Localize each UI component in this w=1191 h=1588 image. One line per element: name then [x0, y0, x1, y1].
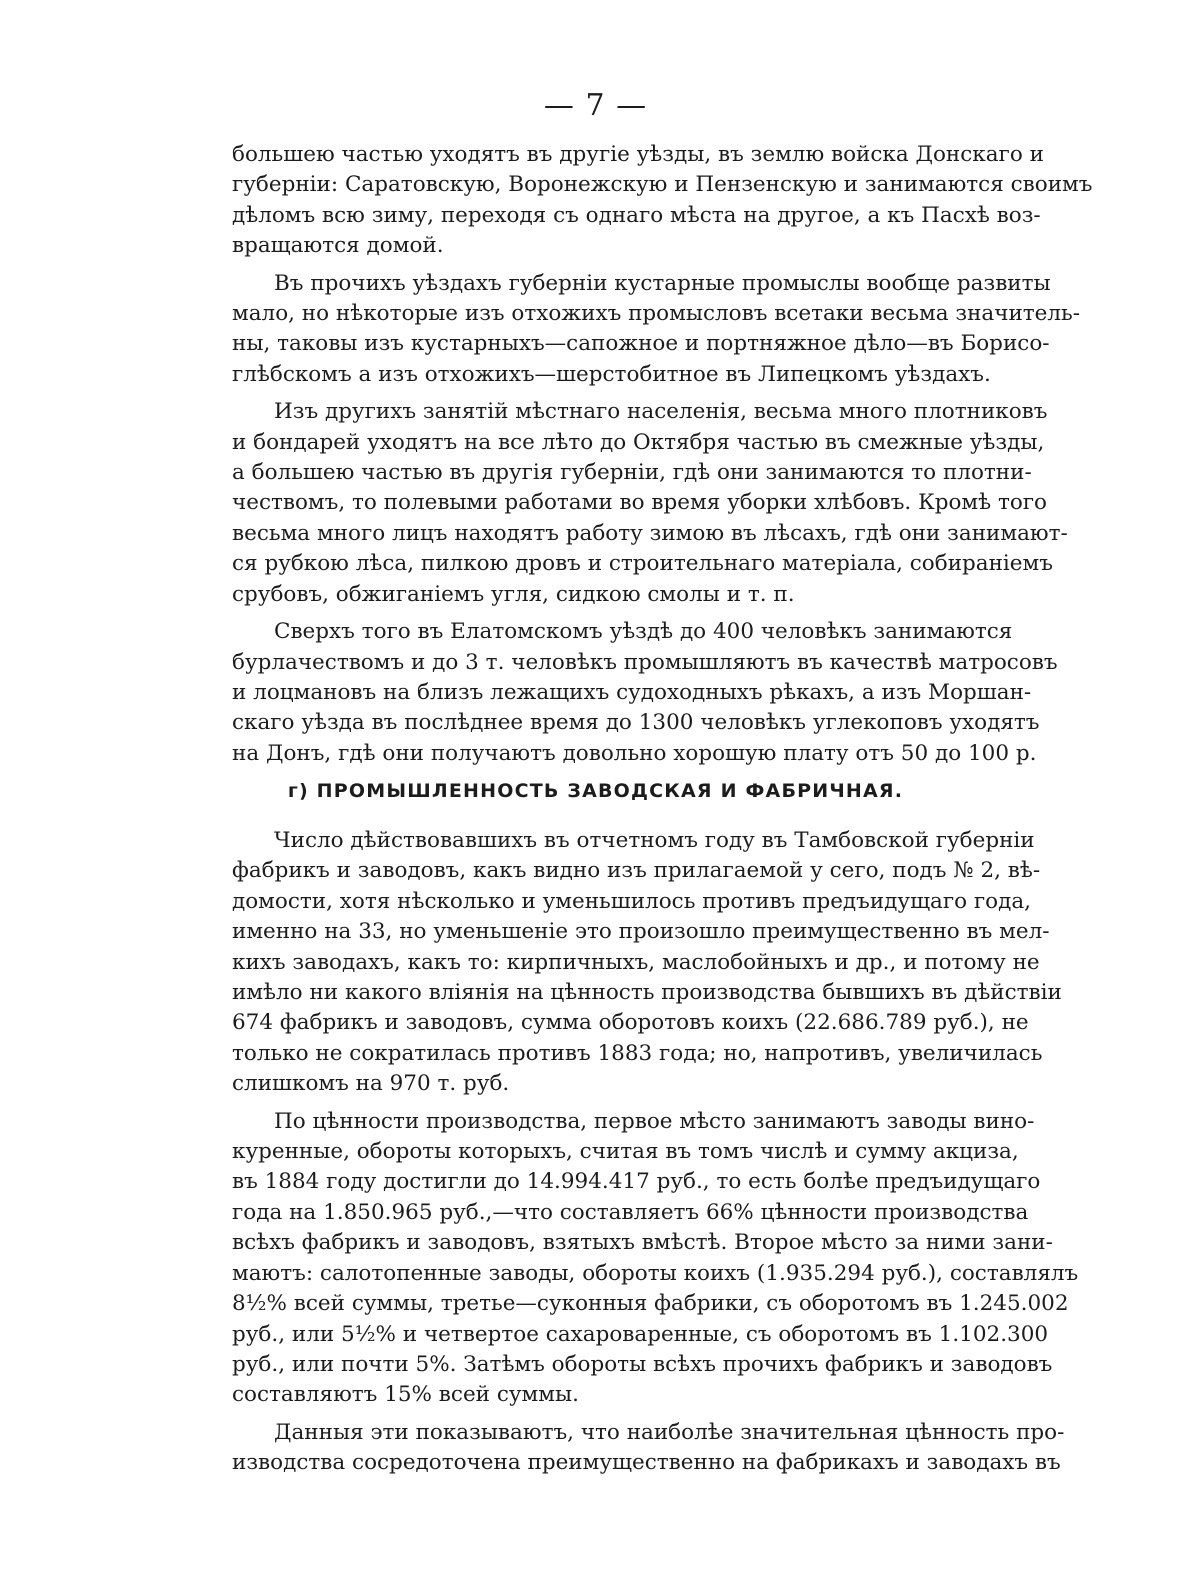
text-line: домости, хотя нѣсколько и уменьшилось противъ предъидущаго года, [232, 888, 1032, 914]
text-line: бурлачествомъ и до 3 т. человѣкъ промышляютъ въ качествѣ матросовъ [232, 649, 1058, 675]
text-line: слишкомъ на 970 т. руб. [232, 1071, 510, 1097]
text-line: срубовъ, обжиганіемъ угля, сидкою смолы и т. п. [232, 581, 795, 607]
text-line: составляютъ 15% всей суммы. [232, 1382, 579, 1408]
text-line: скаго уѣзда въ послѣднее время до 1300 человѣкъ углекоповъ уходятъ [232, 710, 1040, 736]
text-line: года на 1.850.965 руб.,—что составляетъ 66% цѣнности производства [232, 1199, 1029, 1225]
paragraph [232, 1418, 1065, 1479]
text-line: маютъ: салотопенные заводы, обороты коихъ (1.935.294 руб.), составлялъ [232, 1260, 1079, 1286]
text-line: 674 фабрикъ и заводовъ, сумма оборотовъ коихъ (22.686.789 руб.), не [232, 1010, 1029, 1036]
text-line: а большею частью въ другія губерніи, гдѣ они занимаются то плотни- [232, 460, 1032, 486]
text-line: 8½% всей суммы, третье—суконныя фабрики, съ оборотомъ въ 1.245.002 [232, 1291, 1069, 1317]
text-line: только не сократилась противъ 1883 года; но, напротивъ, увеличилась [232, 1040, 1043, 1066]
section-heading: г) ПРОМЫШЛЕННОСТЬ ЗАВОДСКАЯ И ФАБРИЧНАЯ. [287, 780, 904, 802]
text-line: на Донъ, гдѣ они получаютъ довольно хорошую плату отъ 50 до 100 р. [232, 740, 1037, 766]
paragraph [232, 397, 1068, 610]
text-line: Въ прочихъ уѣздахъ губерніи кустарные промыслы вообще развиты [274, 270, 1051, 296]
text-line: ся рубкою лѣса, пилкою дровъ и строительнаго матеріала, собираніемъ [232, 551, 1053, 577]
text-line: Число дѣйствовавшихъ въ отчетномъ году въ Тамбовской губерніи [274, 828, 1035, 853]
text-line: фабрикъ и заводовъ, какъ видно изъ прилагаемой у сего, подъ № 2, вѣ- [232, 858, 1041, 884]
text-line: Данныя эти показываютъ, что наиболѣе значительная цѣнность про- [274, 1419, 1065, 1445]
text-line: и лоцмановъ на близъ лежащихъ судоходныхъ рѣкахъ, а изъ Моршан- [232, 679, 1032, 705]
text-line: кихъ заводахъ, какъ то: кирпичныхъ, маслобойныхъ и др., и потому не [232, 949, 1040, 975]
text-line: Сверхъ того въ Елатомскомъ уѣздѣ до 400 человѣкъ занимаются [274, 619, 1013, 645]
paragraph [232, 617, 1058, 769]
text-line: ны, таковы изъ кустарныхъ—сапожное и портняжное дѣло—въ Борисо- [232, 331, 1050, 357]
text-line: руб., или 5½% и четвертое сахароваренные, съ оборотомъ въ 1.102.300 [232, 1321, 1049, 1347]
text-line: вращаются домой. [232, 233, 444, 259]
text-line: По цѣнности производства, первое мѣсто занимаютъ заводы вино- [274, 1108, 1035, 1134]
paragraph [232, 826, 1062, 1100]
text-line: и бондарей уходятъ на все лѣто до Октября частью въ смежные уѣзды, [232, 429, 1045, 455]
text-line: всѣхъ фабрикъ и заводовъ, взятыхъ вмѣстѣ. Второе мѣсто за ними зани- [232, 1230, 1053, 1256]
text-line: чествомъ, то полевыми работами во время уборки хлѣбовъ. Кромѣ того [232, 490, 1047, 516]
text-line: большею частью уходятъ въ другіе уѣзды, въ землю войска Донскаго и [232, 142, 1044, 167]
text-line: куренные, обороты которыхъ, считая въ томъ числѣ и сумму акциза, [232, 1139, 1019, 1165]
text-block-bottom [232, 826, 1079, 1479]
text-line: именно на 33, но уменьшеніе это произошло преимущественно въ мел- [232, 919, 1050, 945]
paragraph [232, 269, 1081, 391]
paragraph [232, 140, 1093, 262]
text-line: губерніи: Саратовскую, Воронежскую и Пензенскую и занимаются своимъ [232, 172, 1093, 198]
text-line: мало, но нѣкоторые изъ отхожихъ промысловъ всетаки весьма значитель- [232, 301, 1081, 327]
text-block-top [232, 140, 1093, 769]
text-line: руб., или почти 5%. Затѣмъ обороты всѣхъ прочихъ фабрикъ и заводовъ [232, 1351, 1053, 1377]
text-line: весьма много лицъ находятъ работу зимою въ лѣсахъ, гдѣ они занимают- [232, 520, 1068, 546]
text-line: глѣбскомъ а изъ отхожихъ—шерстобитное въ Липецкомъ уѣздахъ. [232, 361, 991, 387]
text-line: Изъ другихъ занятій мѣстнаго населенія, весьма много плотниковъ [274, 399, 1048, 425]
text-line: изводства сосредоточена преимущественно на фабрикахъ и заводахъ въ [232, 1450, 1061, 1476]
text-line: дѣломъ всю зиму, переходя съ однаго мѣста на другое, а къ Пасхѣ воз- [232, 202, 1041, 228]
paragraph [232, 1107, 1079, 1411]
text-line: въ 1884 году достигли до 14.994.417 руб., то есть болѣе предъидущаго [232, 1169, 1041, 1195]
page-number: — 7 — [543, 88, 648, 123]
text-line: имѣло ни какого вліянія на цѣнность производства бывшихъ въ дѣйствіи [232, 980, 1062, 1006]
